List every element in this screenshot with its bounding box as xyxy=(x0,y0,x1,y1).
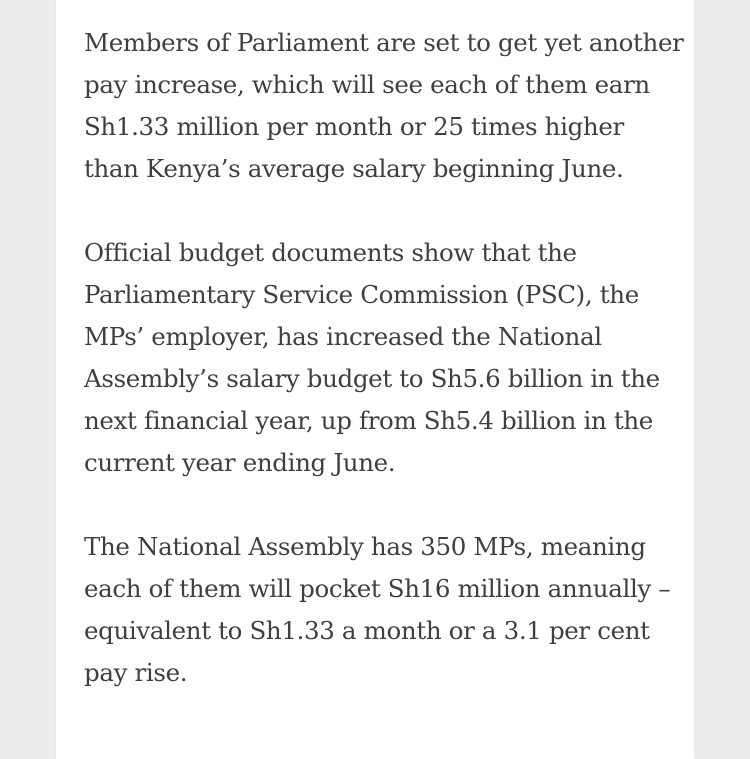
article-paragraph-1: Members of Parliament are set to get yet another pay increase, which will see each of them earn Sh1.33 million per month or 25 times higher than Kenya’s average salary beginning June. xyxy=(84,28,684,183)
article-body xyxy=(84,22,684,694)
article-card xyxy=(56,0,694,759)
article-paragraph-3: The National Assembly has 350 MPs, meaning each of them will pocket Sh16 million annually – equivalent to Sh1.33 a month or a 3.1 per cent pay rise. xyxy=(84,532,671,687)
article-paragraph-2: Official budget documents show that the Parliamentary Service Commission (PSC), the MPs’ employer, has increased the National Assembly’s salary budget to Sh5.6 billion in the next financial year, up from Sh5.4 billion in the current year ending June. xyxy=(84,238,660,477)
